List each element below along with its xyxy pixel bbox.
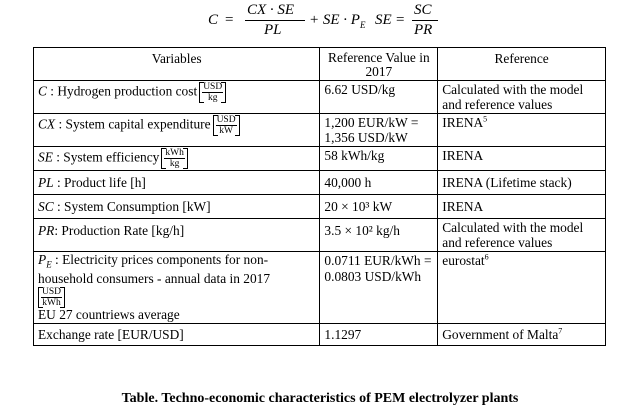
reference-cell: Calculated with the model and reference values <box>438 219 606 252</box>
table-row <box>34 219 606 252</box>
reference-cell: IRENA <box>438 147 606 171</box>
header-variables: Variables <box>34 48 320 81</box>
reference-cell: IRENA$^5$ <box>438 114 606 147</box>
variable-cell: SE : System efficiency $\frac{\text{kWh}}{kg}$ <box>34 147 320 171</box>
table-header-row <box>34 48 606 81</box>
reference-cell: eurostat$^6$ <box>438 252 606 324</box>
table-row <box>34 171 606 195</box>
reference-cell: IRENA (Lifetime stack) <box>438 171 606 195</box>
eq-frac2-numerator: SC <box>414 2 432 18</box>
header-reference: Reference <box>438 48 606 81</box>
unit-bracket: $\frac{\text{kWh}}{kg}$ <box>161 148 187 169</box>
value-cell: 58 kWh/kg <box>320 147 438 171</box>
value-cell: 1,200 EUR/kW = 1,356 USD/kW <box>320 114 438 147</box>
variable-cell: PR: Production Rate [kg/h] <box>34 219 320 252</box>
value-cell: 3.5 × 10² kg/h <box>320 219 438 252</box>
table-row <box>34 252 606 324</box>
unit-bracket: $\frac{\text{USD}}{kg}$ <box>199 82 226 103</box>
value-cell: 6.62 USD/kg <box>320 81 438 114</box>
variable-cell: SC : System Consumption [kW] <box>34 195 320 219</box>
variable-cell: C : Hydrogen production cost $\frac{\text{USD}}{kg}$ <box>34 81 320 114</box>
eq-middle-term: + SE · $P_E$ <box>309 12 366 30</box>
eq-equals: = <box>225 12 234 28</box>
eq-frac2-bar <box>412 20 438 21</box>
eq-frac1-denominator: PL <box>264 22 282 38</box>
table-caption: Table. Techno-economic characteristics of PEM electrolyzer plants <box>121 391 519 406</box>
variable-cell: PL : Product life [h] <box>34 171 320 195</box>
eq-equals-2: = <box>396 12 405 28</box>
reference-cell: Government of Malta$^7$ <box>438 323 606 345</box>
eq-lhs: C <box>208 12 219 28</box>
variable-cell: Exchange rate [EUR/USD] <box>34 323 320 345</box>
unit-bracket: $\frac{\text{USD}}{\text{kWh}}$ <box>38 287 65 308</box>
header-reference-value: Reference Value in 2017 <box>320 48 438 81</box>
value-cell: 0.0711 EUR/kWh = 0.0803 USD/kWh <box>320 252 438 324</box>
table-row <box>34 323 606 345</box>
table-row <box>34 195 606 219</box>
table-row <box>34 81 606 114</box>
unit-bracket: $\frac{\text{USD}}{kW}$ <box>213 115 240 136</box>
variable-cell: $P_E$ : Electricity prices components for non-household consumers - annual data in 2017 $\frac{\text{USD}}{\text{kWh}}$ EU 27 countriews average <box>34 252 320 324</box>
cost-equation <box>0 0 640 42</box>
value-cell: 20 × 10³ kW <box>320 195 438 219</box>
table-row <box>34 114 606 147</box>
eq-frac1-bar <box>245 20 305 21</box>
value-cell: 1.1297 <box>320 323 438 345</box>
eq-frac1-numerator: CX · SE <box>247 2 295 18</box>
reference-cell: Calculated with the model and reference values <box>438 81 606 114</box>
variable-cell: CX : System capital expenditure $\frac{\text{USD}}{kW}$ <box>34 114 320 147</box>
table-row <box>34 147 606 171</box>
reference-cell: IRENA <box>438 195 606 219</box>
eq-frac2-denominator: PR <box>414 22 433 38</box>
eq-se: SE <box>375 12 392 28</box>
techno-economic-table <box>33 47 606 346</box>
value-cell: 40,000 h <box>320 171 438 195</box>
